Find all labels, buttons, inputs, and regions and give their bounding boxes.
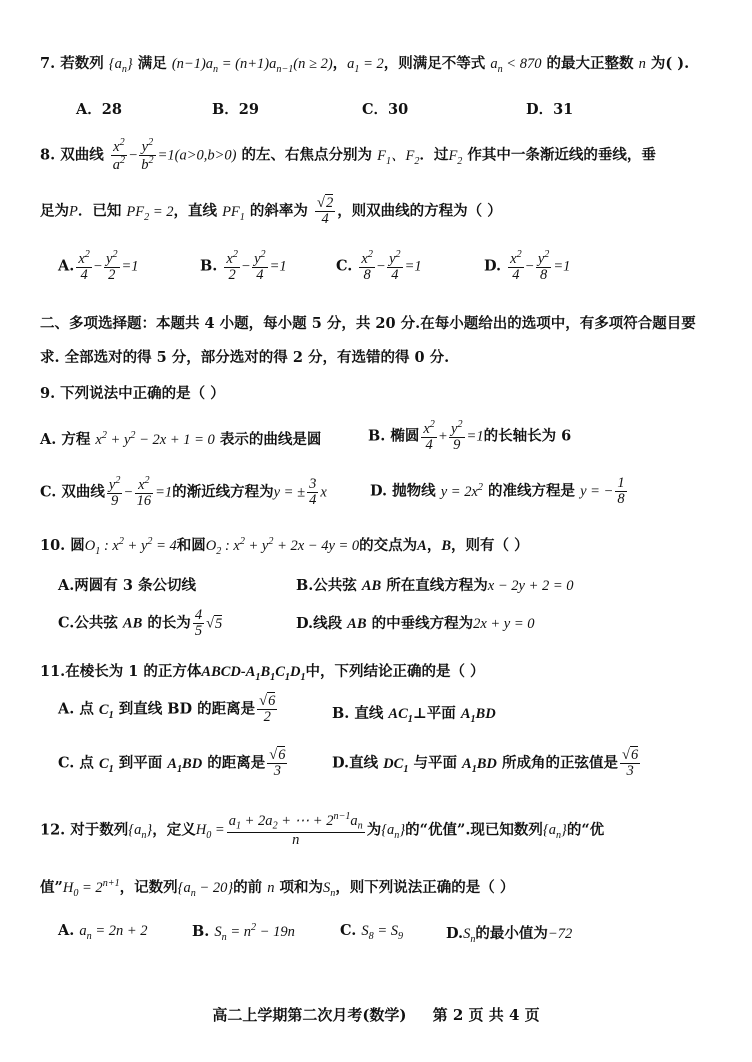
- q8-text-line2-b: ．已知: [77, 202, 122, 220]
- q8-option-b: B. $\frac{x^2}{2}$ − $\frac{y^2}{4}$ =1: [200, 249, 287, 284]
- q8-option-c: C. $\frac{x^2}{8}$ − $\frac{y^2}{4}$ =1: [336, 249, 422, 284]
- q8-text-line2-c: ，直线: [173, 202, 217, 220]
- q7-option-c: C．30: [362, 101, 409, 118]
- q7-text-c: ，则满足不等式: [383, 55, 486, 72]
- q12-option-b: B. $S_n = n^2 - 19n$: [192, 922, 295, 943]
- q7-option-b: B．29: [212, 101, 259, 118]
- q7-text-b: 满足: [137, 55, 167, 72]
- q11-option-a: A. 点 $C_1$ 到直线 BD 的距离是 $\frac{√6}{2}$: [58, 693, 276, 726]
- q12-option-a: A. $a_n = 2n + 2$: [58, 922, 148, 942]
- q7-option-d: D．31: [526, 101, 574, 118]
- q12-option-d: $D.S_n$的最小值为−72: [446, 925, 573, 945]
- q8-text-b: 的左、右焦点分别为: [241, 146, 373, 164]
- q11-option-b: B. 直线 $AC_1\perp$平面 $A_1BD$: [332, 705, 496, 725]
- q7-inequality: $a_n < 870$: [490, 56, 542, 75]
- q10-option-b: B.公共弦 AB 所在直线方程为x − 2y + 2 = 0: [296, 577, 574, 594]
- q8-number: 8.: [40, 146, 56, 164]
- q10-option-c: C.公共弦 AB 的长为 $\frac{4}{5}$ √5: [58, 607, 223, 640]
- q9-option-b: B. 椭圆 $\frac{x^2}{4}$ + $\frac{y^2}{9}$ =1的长轴长为 6: [368, 419, 572, 454]
- q8-text-line2-e: ，则双曲线的方程为（ ）: [337, 202, 502, 220]
- q8-option-a: A. $\frac{x^2}{4}$ − $\frac{y^2}{2}$ =1: [58, 249, 139, 284]
- q9-option-c: C. 双曲线 $\frac{y^2}{9}$ − $\frac{x^2}{16}$ =1的渐近线方程为y = ± $\frac{3}{4}$ x: [40, 475, 327, 510]
- q7-option-a: A．28: [76, 101, 122, 118]
- q8-text-line2-d: 的斜率为: [249, 202, 308, 220]
- q11-option-d: D.直线 $DC_1$ 与平面 $A_1BD$ 所成角的正弦值是 $\frac{√6}{3}$: [332, 747, 639, 780]
- q8-text-a: 双曲线: [60, 146, 104, 164]
- page-footer: [0, 1004, 752, 1025]
- q7-text-e: 为( ).: [650, 55, 690, 72]
- q8-frac-y: $\frac{y^2}{b^2}$: [141, 137, 154, 173]
- q12-stem: 12. 对于数列$\{a_n\}$，定义$H_0$ = $\frac{a_1 + 2a_2 + \cdots + 2^{n-1}a_n}{n}$ 为$\{a_n\}$的“优值”.现已知数列$\{a_n\}$的“优: [40, 811, 605, 849]
- q7-seq: $\{a_n\}$: [108, 56, 133, 75]
- q12-option-c: C. $S_8 = S_9$: [340, 922, 404, 942]
- section2-header-line1: 二、多项选择题：本题共 4 小题，每小题 5 分，共 20 分.在每小题给出的选项中，有多项符合题目要: [40, 315, 696, 332]
- q8-text-d: 作其中一条渐近线的垂线，垂: [467, 146, 656, 164]
- section2-header-line2: 求. 全部选对的得 5 分，部分选对的得 2 分，有选错的得 0 分.: [40, 349, 450, 366]
- q8-text-c: ．过: [419, 146, 449, 164]
- q7-text-d: 的最大正整数: [546, 55, 634, 72]
- q9-stem: 9. 下列说法中正确的是（ ）: [40, 385, 225, 402]
- q8-stem-line2: 足为P．已知 $PF_2 = 2$，直线 $PF_1$ 的斜率为 $\frac{√2}{4}$ ，则双曲线的方程为（ ）: [40, 195, 502, 228]
- q10-option-d: D.线段 AB 的中垂线方程为2x + y = 0: [296, 615, 535, 632]
- footer-title: 高二上学期第二次月考(数学): [212, 1006, 407, 1024]
- footer-page-number: 第 2 页 共 4 页: [432, 1006, 540, 1024]
- q7-initial: $a_1 = 2$: [347, 56, 384, 75]
- q8-stem: 8. 双曲线 $\frac{x^2}{a^2}$ − $\frac{y^2}{b^2}$ =1(a>0,b>0) 的左、右焦点分别为 $F_1$、$F_2$．过$F_2$ 作其中一条渐近线的垂线，垂: [40, 137, 656, 173]
- q8-option-d: D. $\frac{x^2}{4}$ − $\frac{y^2}{8}$ =1: [484, 249, 571, 284]
- q8-slope: $\frac{√2}{4}$: [316, 195, 334, 228]
- q12-stem-line2: 值$”H_0 = 2^{n+1}$，记数列$\{a_n - 20\}$的前 n 项和为$S_n$，则下列说法正确的是（ ）: [40, 878, 515, 899]
- q10-stem: 10. 圆$O_1$ : $x^2 + y^2 = 4$和圆$O_2$ : $x^2 + y^2 + 2x - 4y = 0$的交点为A，B，则有（ ）: [40, 536, 529, 557]
- q7-text-a: 若数列: [60, 55, 104, 72]
- q8-text-line2-a: 足为: [40, 202, 69, 220]
- q7-number: 7.: [40, 55, 56, 72]
- q10-option-a: A.两圆有 3 条公切线: [58, 577, 196, 594]
- q9-option-d: D. 抛物线 $y = 2x^2$ 的准线方程是 y = − $\frac{1}{8}$: [370, 475, 625, 508]
- q8-frac-x: $\frac{x^2}{a^2}$: [112, 137, 126, 173]
- q11-stem: 11.在棱长为 1 的正方体ABCD-$A_1B_1C_1D_1$中，下列结论正确的是（ ）: [40, 663, 485, 683]
- q9-option-a: A. 方程 $x^2 + y^2 - 2x + 1 = 0$ 表示的曲线是圆: [40, 430, 322, 448]
- q11-option-c: C. 点 $C_1$ 到平面 $A_1BD$ 的距离是 $\frac{√6}{3}$: [58, 747, 286, 780]
- q7-stem: 7. 若数列 $\{a_n\}$ 满足 $(n-1)a_n = (n+1)a_{n-1}(n \ge 2)$，$a_1 = 2$，则满足不等式 $a_n < 870$ 的最大正整数 n 为( ).: [40, 55, 690, 75]
- q7-recurrence: $(n-1)a_n = (n+1)a_{n-1}(n \ge 2)$: [171, 56, 333, 75]
